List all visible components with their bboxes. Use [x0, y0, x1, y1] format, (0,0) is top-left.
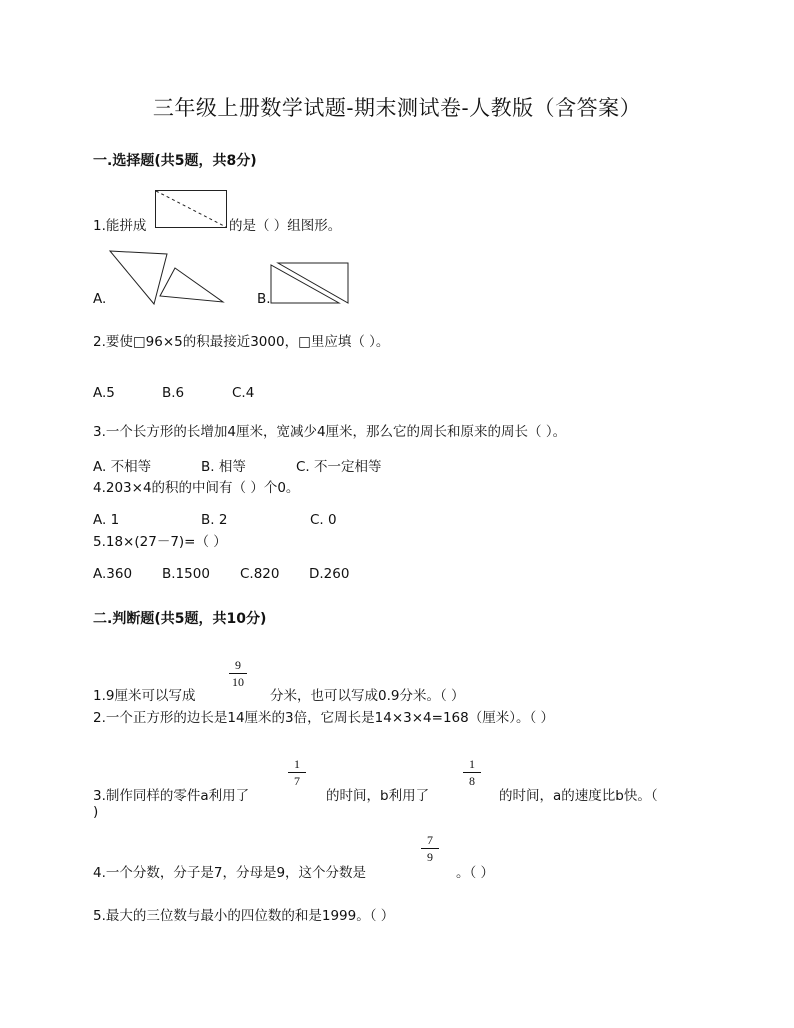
question-1-option-a[interactable]: A. — [93, 291, 107, 307]
judgment-5-text: 5.最大的三位数与最小的四位数的和是1999。（ ） — [93, 908, 395, 924]
question-2-option-c[interactable]: C.4 — [232, 385, 255, 401]
judgment-3-middle: 的时间，b利用了 — [326, 788, 430, 804]
question-4-option-b[interactable]: B. 2 — [201, 512, 228, 528]
judgment-3-prefix: 3.制作同样的零件a利用了 — [93, 788, 250, 804]
fraction-numerator: 9 — [235, 658, 241, 672]
fraction-bar — [288, 772, 306, 773]
triangles-figure-b — [270, 262, 350, 304]
judgment-4-fraction — [421, 833, 439, 864]
judgment-3-fraction-a — [288, 757, 306, 788]
judgment-3-close: ) — [93, 804, 99, 820]
judgment-2-text: 2.一个正方形的边长是14厘米的3倍，它周长是14×3×4=168（厘米）。（ ） — [93, 710, 554, 726]
judgment-3-fraction-b — [463, 757, 481, 788]
question-1-prefix: 1.能拼成 — [93, 218, 147, 234]
question-1-suffix: 的是（ ）组图形。 — [229, 218, 342, 234]
question-5-option-c[interactable]: C.820 — [240, 566, 280, 582]
question-3-text: 3.一个长方形的长增加4厘米，宽减少4厘米，那么它的周长和原来的周长（ ）。 — [93, 424, 567, 440]
judgment-1-fraction — [229, 658, 247, 689]
judgment-1-suffix: 分米，也可以写成0.9分米。（ ） — [270, 688, 465, 704]
rectangle-figure — [155, 190, 227, 228]
fraction-denominator: 10 — [232, 675, 244, 689]
question-2-text: 2.要使□96×5的积最接近3000，□里应填（ ）。 — [93, 334, 390, 350]
fraction-bar — [463, 772, 481, 773]
question-5-option-a[interactable]: A.360 — [93, 566, 133, 582]
fraction-denominator: 8 — [469, 774, 475, 788]
fraction-numerator: 1 — [469, 757, 475, 771]
judgment-1-prefix: 1.9厘米可以写成 — [93, 688, 196, 704]
judgment-4-prefix: 4.一个分数，分子是7，分母是9，这个分数是 — [93, 865, 367, 881]
question-3-option-a[interactable]: A. 不相等 — [93, 459, 152, 475]
triangles-figure-a — [105, 246, 225, 308]
fraction-bar — [229, 673, 247, 674]
judgment-4-suffix: 。（ ） — [456, 865, 495, 881]
question-4-option-c[interactable]: C. 0 — [310, 512, 337, 528]
section-header-judgment: 二.判断题(共5题，共10分) — [93, 611, 267, 627]
question-1-option-b[interactable]: B. — [257, 291, 271, 307]
judgment-3-suffix: 的时间，a的速度比b快。（ — [499, 788, 658, 804]
question-3-option-b[interactable]: B. 相等 — [201, 459, 246, 475]
fraction-denominator: 7 — [294, 774, 300, 788]
question-5-option-b[interactable]: B.1500 — [162, 566, 210, 582]
question-5-option-d[interactable]: D.260 — [309, 566, 350, 582]
fraction-numerator: 1 — [294, 757, 300, 771]
question-4-option-a[interactable]: A. 1 — [93, 512, 120, 528]
fraction-numerator: 7 — [427, 833, 433, 847]
question-5-text: 5.18×(27－7)=（ ） — [93, 534, 227, 550]
question-2-option-b[interactable]: B.6 — [162, 385, 185, 401]
fraction-denominator: 9 — [427, 850, 433, 864]
question-4-text: 4.203×4的积的中间有（ ）个0。 — [93, 480, 300, 496]
question-3-option-c[interactable]: C. 不一定相等 — [296, 459, 382, 475]
page-title: 三年级上册数学试题-期末测试卷-人教版（含答案） — [152, 96, 642, 120]
fraction-bar — [421, 848, 439, 849]
question-2-option-a[interactable]: A.5 — [93, 385, 115, 401]
section-header-choice: 一.选择题(共5题，共8分) — [93, 153, 257, 169]
